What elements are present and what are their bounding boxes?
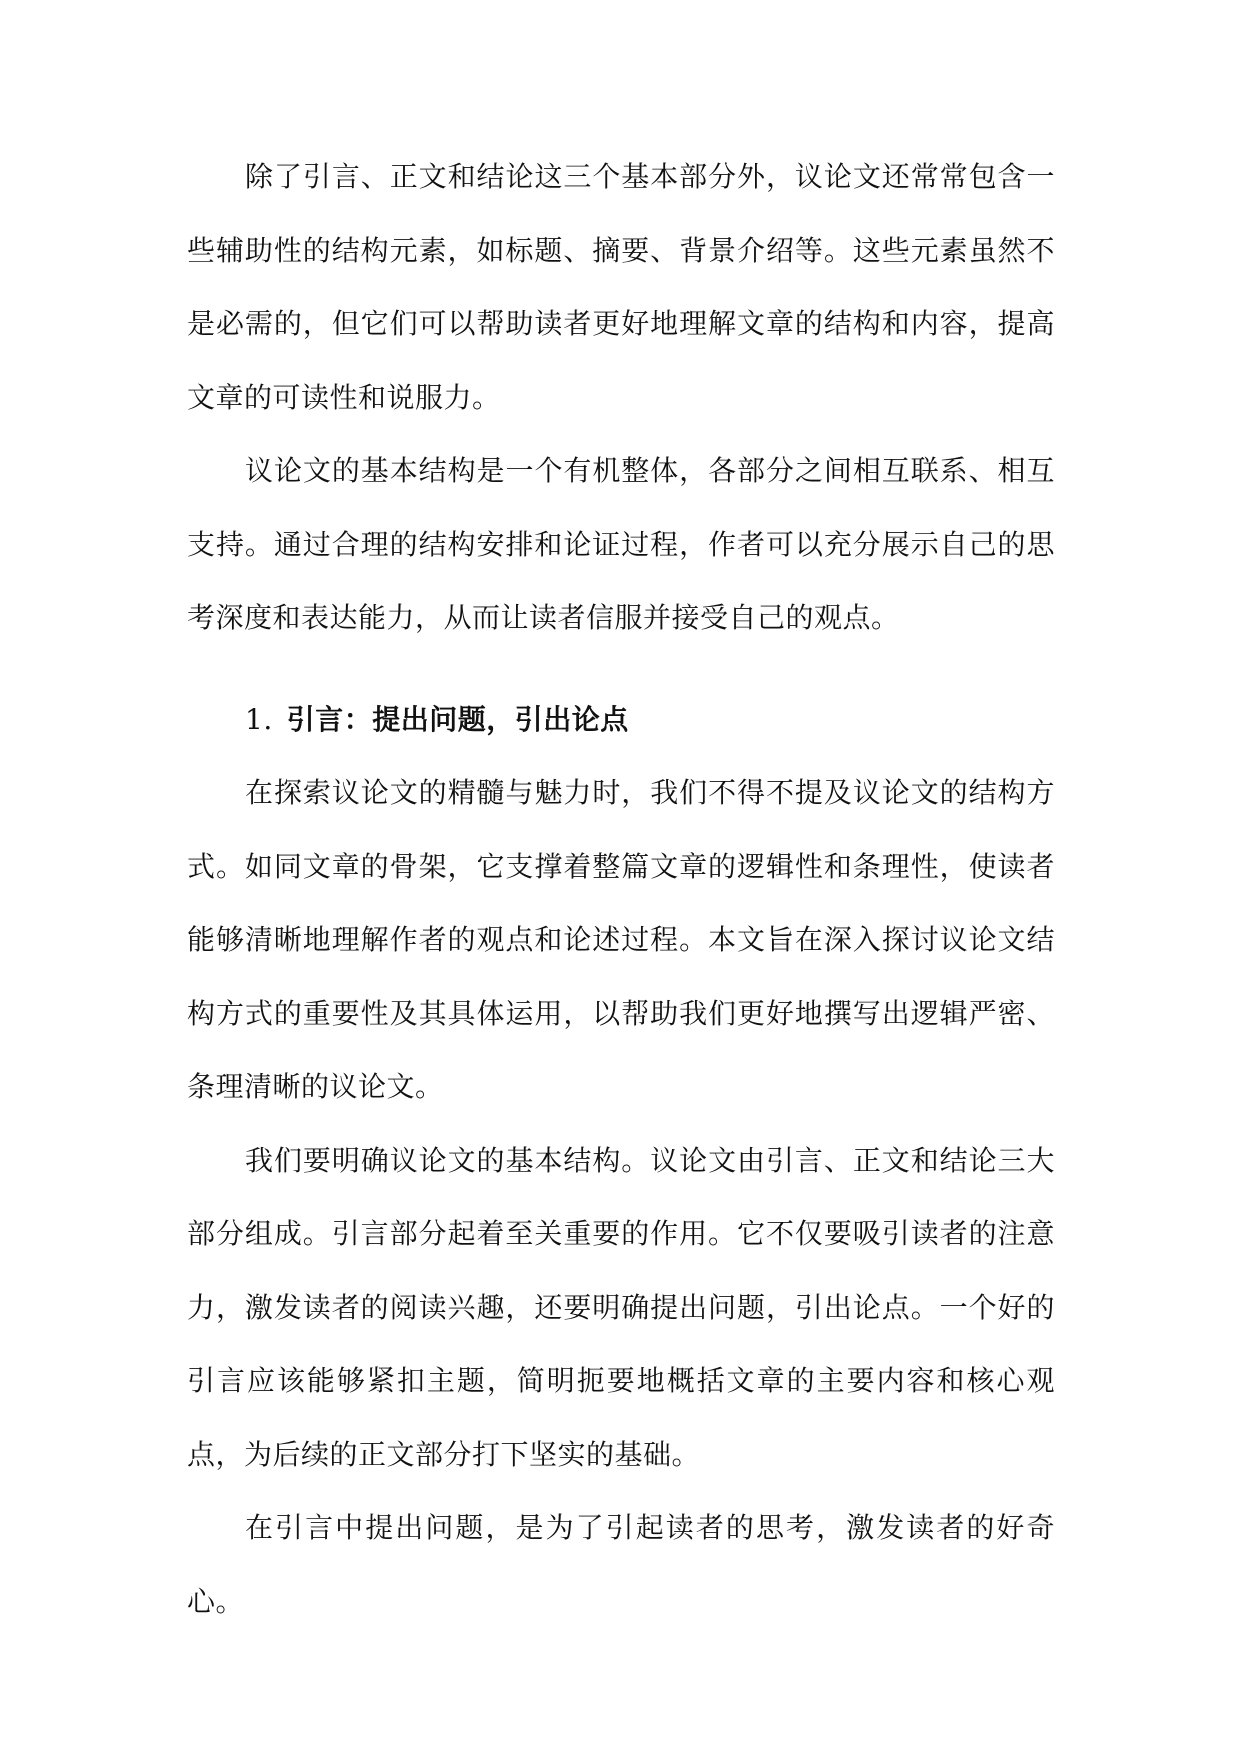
paragraph: 议论文的基本结构是一个有机整体，各部分之间相互联系、相互支持。通过合理的结构安排和论证过程，作者可以充分展示自己的思考深度和表达能力，从而让读者信服并接受自己的观点。	[187, 454, 1055, 634]
document-body	[187, 140, 1055, 1638]
paragraph: 在引言中提出问题，是为了引起读者的思考，激发读者的好奇心。	[187, 1511, 1055, 1618]
section-heading	[187, 683, 1055, 757]
paragraph: 我们要明确议论文的基本结构。议论文由引言、正文和结论三大部分组成。引言部分起着至关重要的作用。它不仅要吸引读者的注意力，激发读者的阅读兴趣，还要明确提出问题，引出论点。一个好的引言应该能够紧扣主题，简明扼要地概括文章的主要内容和核心观点，为后续的正文部分打下坚实的基础。	[187, 1143, 1055, 1471]
paragraph: 在探索议论文的精髓与魅力时，我们不得不提及议论文的结构方式。如同文章的骨架，它支撑着整篇文章的逻辑性和条理性，使读者能够清晰地理解作者的观点和论述过程。本文旨在深入探讨议论文结构方式的重要性及其具体运用，以帮助我们更好地撰写出逻辑严密、条理清晰的议论文。	[187, 776, 1055, 1103]
paragraph: 除了引言、正文和结论这三个基本部分外，议论文还常常包含一些辅助性的结构元素，如标题、摘要、背景介绍等。这些元素虽然不是必需的，但它们可以帮助读者更好地理解文章的结构和内容，提高文章的可读性和说服力。	[187, 160, 1055, 414]
section-title: 引言：提出问题，引出论点	[286, 702, 629, 736]
section-number: 1.	[245, 702, 273, 736]
